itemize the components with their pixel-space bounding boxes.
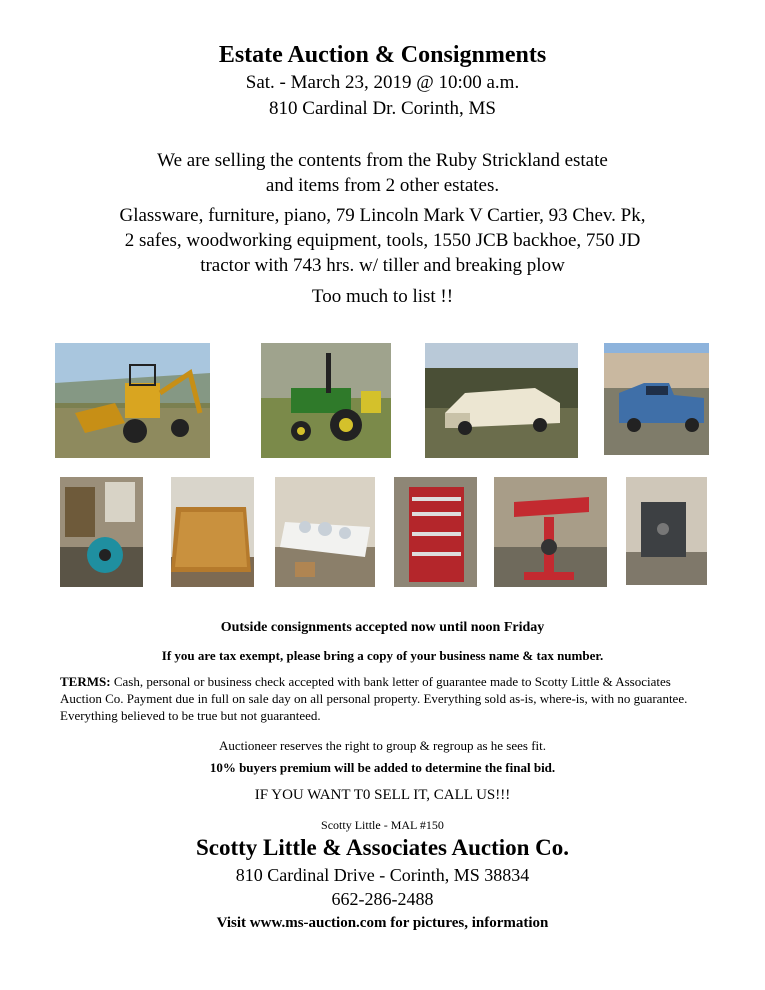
website-link[interactable]: Visit www.ms-auction.com for pictures, information xyxy=(216,915,549,931)
reserve-notice: Auctioneer reserves the right to group & regroup as he sees fit. xyxy=(218,738,547,753)
company-address: 810 Cardinal Drive - Corinth, MS 38834 xyxy=(235,865,530,885)
items-line-2: 2 safes, woodworking equipment, tools, 1550 JCB backhoe, 750 JD xyxy=(124,230,641,251)
terms-label: TERMS: xyxy=(60,674,111,689)
table-photo xyxy=(171,477,254,587)
call-us-notice: IF YOU WANT T0 SELL IT, CALL US!!! xyxy=(254,787,511,803)
terms-text: Cash, personal or business check accepted with bank letter of guarantee made to Scotty Little & Associates Auction Co. Payment due in full on sale day on all personal property. Everything sold as-is, where-is, with no guarantee. Everything believed to be true but not guaranteed. xyxy=(60,674,688,723)
items-line-1: Glassware, furniture, piano, 79 Lincoln Mark V Cartier, 93 Chev. Pk, xyxy=(119,205,646,226)
backhoe-photo xyxy=(55,343,210,458)
drill-press-photo xyxy=(494,477,607,587)
intro-line-1: We are selling the contents from the Ruby Strickland estate xyxy=(157,150,608,171)
lincoln-car-photo xyxy=(425,343,578,458)
auction-address: 810 Cardinal Dr. Corinth, MS xyxy=(269,98,496,119)
tax-exempt-notice: If you are tax exempt, please bring a copy of your business name & tax number. xyxy=(161,648,604,663)
license-notice: Scotty Little - MAL #150 xyxy=(321,818,444,832)
toolbox-photo xyxy=(394,477,477,587)
glassware-photo xyxy=(275,477,375,587)
intro-line-2: and items from 2 other estates. xyxy=(265,175,500,196)
tractor-photo xyxy=(261,343,391,458)
consignments-notice: Outside consignments accepted now until noon Friday xyxy=(220,620,545,635)
too-much-to-list: Too much to list !! xyxy=(311,286,454,307)
company-name: Scotty Little & Associates Auction Co. xyxy=(195,835,570,860)
terms-paragraph xyxy=(60,673,710,724)
tools-photo xyxy=(60,477,143,587)
auction-date: Sat. - March 23, 2019 @ 10:00 a.m. xyxy=(245,72,520,93)
page-title: Estate Auction & Consignments xyxy=(218,42,547,68)
items-line-3: tractor with 743 hrs. w/ tiller and breaking plow xyxy=(200,255,565,276)
chevy-pickup-photo xyxy=(604,343,709,455)
premium-notice: 10% buyers premium will be added to determine the final bid. xyxy=(209,760,556,775)
company-phone: 662-286-2488 xyxy=(331,889,434,909)
safe-photo xyxy=(626,477,707,585)
